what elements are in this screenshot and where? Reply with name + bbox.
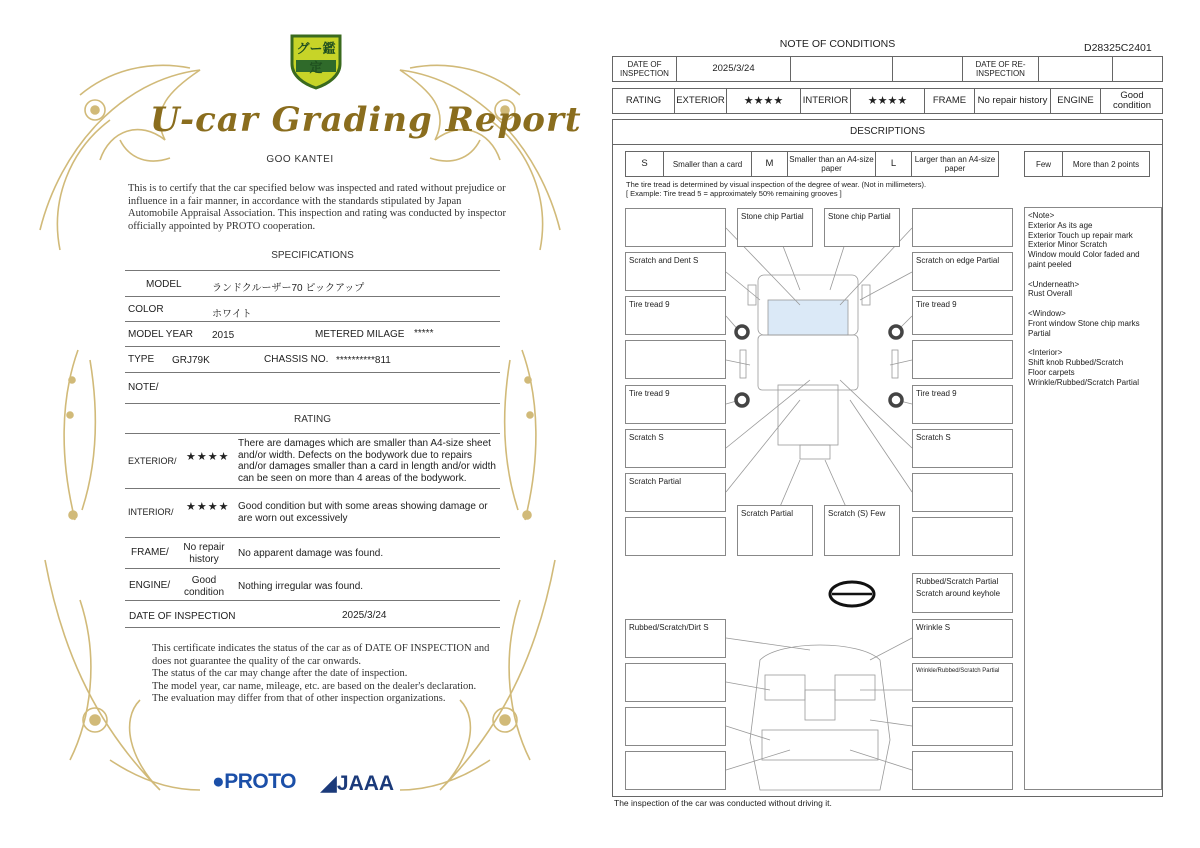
exterior-box bbox=[625, 340, 726, 379]
exterior-box: Tire tread 9 bbox=[912, 385, 1013, 424]
note-line: Front window Stone chip marks Partial bbox=[1028, 318, 1140, 338]
exterior-stars: ★★★★ bbox=[727, 89, 801, 113]
engine-description: Nothing irregular was found. bbox=[238, 581, 364, 592]
frame-label: FRAME bbox=[925, 89, 975, 113]
legend-few: Few bbox=[1025, 152, 1063, 176]
tire-tread-note: The tire tread is determined by visual inspection of the degree of wear. (Not in millimeters). [ Example: Tire tread 5 = approximately 50% remaining grooves ] bbox=[626, 180, 927, 198]
document-id: D28325C2401 bbox=[1084, 42, 1152, 54]
model-year-label: MODEL YEAR bbox=[128, 329, 194, 340]
exterior-box: Stone chip Partial bbox=[824, 208, 900, 247]
color-value: ホワイト bbox=[212, 309, 252, 320]
legend-l-desc: Larger than an A4-size paper bbox=[914, 155, 996, 173]
frame-value: No repair history bbox=[975, 89, 1051, 113]
frame-description: No apparent damage was found. bbox=[238, 548, 384, 559]
legend-m: M bbox=[752, 152, 788, 176]
frame-value: No repair history bbox=[183, 542, 225, 565]
interior-box: Wrinkle/Rubbed/Scratch Partial bbox=[912, 663, 1013, 702]
model-label: MODEL bbox=[146, 279, 182, 290]
interior-box: Rubbed/Scratch/Dirt S bbox=[625, 619, 726, 658]
engine-value: Good condition bbox=[1112, 90, 1152, 111]
exterior-box bbox=[625, 208, 726, 247]
footer-line: This certificate indicates the status of the car as of DATE OF INSPECTION and does not guarantee the quality of the car onwards. bbox=[152, 643, 490, 667]
note-line: Floor carpets Wrinkle/Rubbed/Scratch Partial bbox=[1028, 367, 1140, 387]
descriptions-heading: DESCRIPTIONS bbox=[849, 126, 925, 137]
note-line: Exterior Touch up repair mark bbox=[1028, 230, 1133, 240]
exterior-box: Tire tread 9 bbox=[625, 385, 726, 424]
interior-stars: ★★★★ bbox=[851, 89, 925, 113]
interior-label: INTERIOR/ bbox=[128, 507, 174, 517]
note-of-conditions-panel bbox=[600, 0, 1200, 848]
model-value: ランドクルーザー70 ピックアップ bbox=[212, 283, 365, 294]
legend-few-desc: More than 2 points bbox=[1072, 159, 1140, 169]
exterior-box: Tire tread 9 bbox=[625, 296, 726, 335]
legend-s-desc: Smaller than a card bbox=[664, 152, 752, 176]
date-of-inspection-value: 2025/3/24 bbox=[342, 610, 387, 621]
footer-line: The model year, car name, mileage, etc. are based on the dealer's declaration. bbox=[152, 680, 477, 692]
exterior-box bbox=[912, 473, 1013, 512]
date-of-reinspection-label: DATE OF RE-INSPECTION bbox=[963, 57, 1039, 81]
exterior-box: Stone chip Partial bbox=[737, 208, 813, 247]
interior-label: INTERIOR bbox=[801, 89, 851, 113]
date-of-inspection-value: 2025/3/24 bbox=[677, 57, 791, 81]
interior-box bbox=[625, 751, 726, 790]
steering-note-box: Rubbed/Scratch Partial Scratch around keyhole bbox=[912, 573, 1013, 613]
footer-line: The evaluation may differ from that of other inspection organizations. bbox=[152, 693, 446, 704]
chassis-label: CHASSIS NO. bbox=[264, 354, 329, 365]
type-value: GRJ79K bbox=[172, 355, 210, 366]
window-heading: <Window> bbox=[1028, 308, 1066, 318]
exterior-description: There are damages which are smaller than A4-size sheet and/or width. Defects on the bodywork due to repairs and/or damages smaller than a card in length and/or width can be seen on more than 4 areas of the bodywork. bbox=[238, 438, 496, 484]
interior-box bbox=[625, 663, 726, 702]
metered-milage-label: METERED MILAGE bbox=[315, 329, 405, 340]
interior-box bbox=[912, 751, 1013, 790]
note-line: Shift knob Rubbed/Scratch bbox=[1028, 357, 1124, 367]
note-line: Exterior Minor Scratch bbox=[1028, 240, 1108, 250]
interior-heading: <Interior> bbox=[1028, 348, 1063, 358]
interior-box bbox=[625, 707, 726, 746]
certification-intro: This is to certify that the car specified below was inspected and rated without prejudice or influence in a fair manner, in accordance with the standards stipulated by Japan Automobile Appraisal Association. This inspection and rating was conducted by inspector officially appointed by PROTO cooperation. bbox=[128, 183, 507, 232]
exterior-box: Scratch (S) Few bbox=[824, 505, 900, 556]
legend-s: S bbox=[626, 152, 664, 176]
legend-l: L bbox=[876, 152, 912, 176]
specifications-heading: SPECIFICATIONS bbox=[271, 250, 354, 261]
proto-logo: ●PROTO bbox=[212, 770, 296, 793]
exterior-box: Tire tread 9 bbox=[912, 296, 1013, 335]
exterior-box: Scratch Partial bbox=[625, 473, 726, 512]
report-title: U-car Grading Report bbox=[150, 100, 582, 140]
note-line: Rust Overall bbox=[1028, 289, 1073, 299]
legend-m-desc: Smaller than an A4-size paper bbox=[788, 152, 876, 176]
note-of-conditions-title: NOTE OF CONDITIONS bbox=[779, 38, 896, 50]
interior-box: Wrinkle S bbox=[912, 619, 1013, 658]
exterior-box: Scratch S bbox=[625, 429, 726, 468]
date-of-inspection-label: DATE OF INSPECTION bbox=[129, 611, 236, 622]
model-year-value: 2015 bbox=[212, 330, 235, 341]
rating-heading: RATING bbox=[293, 414, 332, 425]
color-label: COLOR bbox=[128, 304, 164, 315]
exterior-label: EXTERIOR bbox=[675, 89, 727, 113]
metered-milage-value: ***** bbox=[414, 328, 434, 339]
exterior-box: Scratch and Dent S bbox=[625, 252, 726, 291]
rating-label: RATING bbox=[613, 89, 675, 113]
inspection-footer: The inspection of the car was conducted without driving it. bbox=[614, 798, 832, 808]
interior-description: Good condition but with some areas showing damage or are worn out excessively bbox=[238, 501, 488, 524]
frame-label: FRAME/ bbox=[131, 547, 169, 558]
footer-line: The status of the car may change after the date of inspection. bbox=[152, 668, 408, 679]
exterior-box: Scratch Partial bbox=[737, 505, 813, 556]
exterior-label: EXTERIOR/ bbox=[128, 456, 177, 466]
exterior-box bbox=[912, 340, 1013, 379]
exterior-box bbox=[912, 208, 1013, 247]
exterior-stars: ★★★★ bbox=[186, 451, 230, 463]
note-heading: <Note> bbox=[1028, 211, 1055, 220]
organization-name: GOO KANTEI bbox=[266, 154, 334, 165]
chassis-value: **********811 bbox=[336, 355, 391, 366]
note-line: Exterior As its age bbox=[1028, 220, 1093, 230]
underneath-heading: <Underneath> bbox=[1028, 279, 1080, 289]
interior-box bbox=[912, 707, 1013, 746]
steering-wheel-icon bbox=[830, 582, 874, 606]
date-of-inspection-label: DATE OF INSPECTION bbox=[613, 57, 677, 81]
note-line: Window mould Color faded and paint peeled bbox=[1028, 250, 1140, 269]
notes-panel bbox=[1024, 207, 1162, 790]
jaaa-logo: ◢JAAA bbox=[320, 770, 395, 795]
certificate-footer bbox=[152, 643, 492, 706]
interior-stars: ★★★★ bbox=[186, 501, 230, 513]
type-label: TYPE bbox=[128, 354, 155, 365]
exterior-box bbox=[625, 517, 726, 556]
exterior-box: Scratch on edge Partial bbox=[912, 252, 1013, 291]
engine-label: ENGINE bbox=[1051, 89, 1101, 113]
engine-value: Good condition bbox=[183, 575, 225, 598]
exterior-box: Scratch S bbox=[912, 429, 1013, 468]
exterior-box bbox=[912, 517, 1013, 556]
engine-label: ENGINE/ bbox=[129, 580, 171, 591]
badge-text: グー鑑定 bbox=[296, 41, 336, 75]
note-label: NOTE/ bbox=[128, 382, 159, 393]
